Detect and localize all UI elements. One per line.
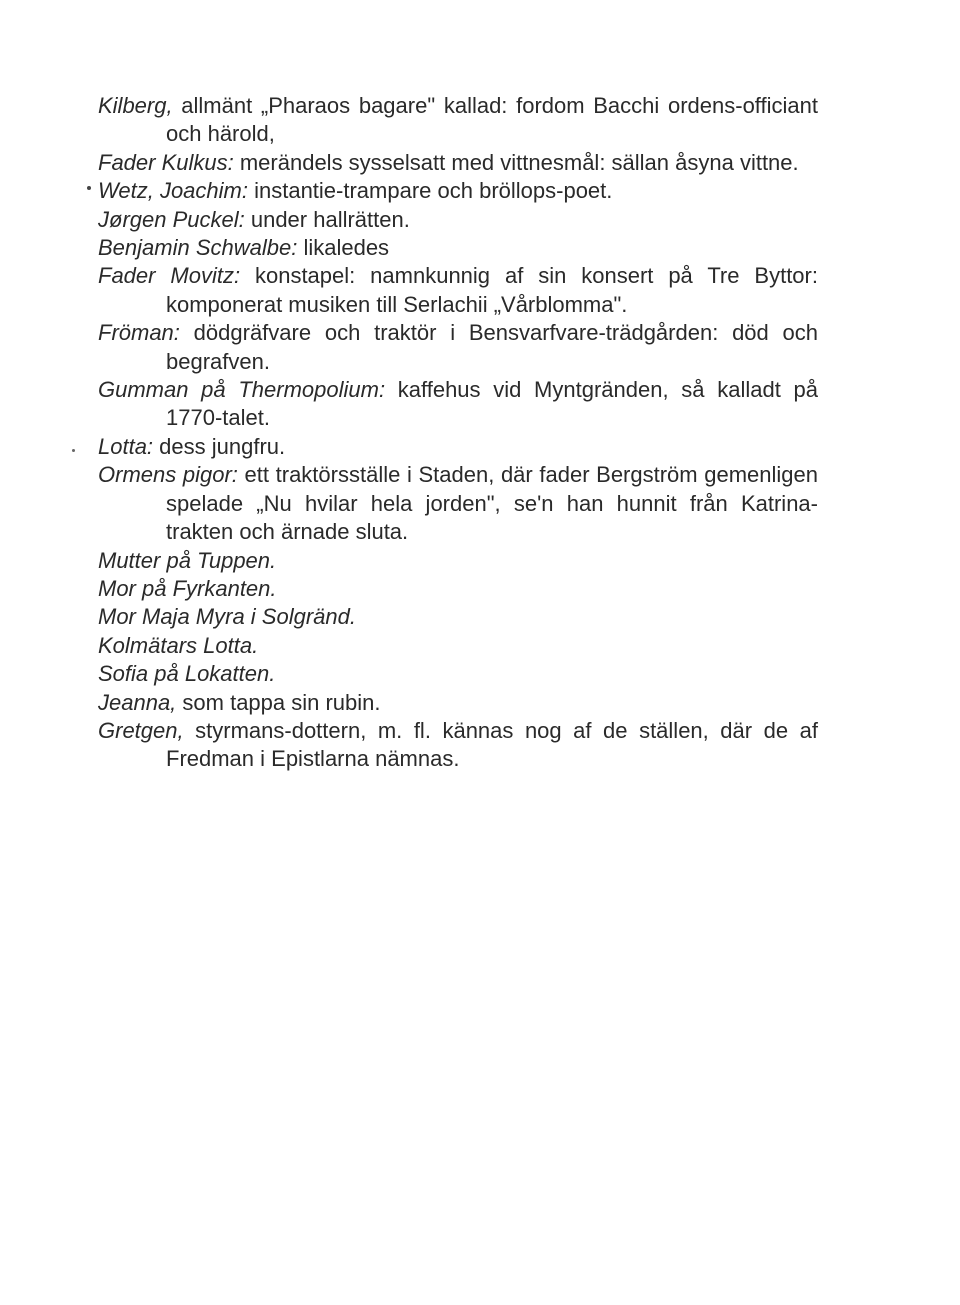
entry-name: Sofia på Lokatten. bbox=[98, 661, 276, 687]
entry-fader-kulkus bbox=[98, 149, 818, 177]
entry-name: Benjamin Schwalbe: bbox=[98, 235, 298, 261]
entry-text: dödgräfvare och traktör i Bensvarfvare-trädgården: död och begrafven. bbox=[166, 320, 818, 374]
entry-name: Kilberg, bbox=[98, 93, 173, 118]
entry-name: Lotta: bbox=[98, 433, 154, 459]
entry-name: Gretgen, bbox=[98, 717, 184, 743]
entry-text: merändels sysselsatt med vittnesmål: sällan åsyna vittne. bbox=[233, 149, 799, 175]
entry-gumman-thermopolium bbox=[98, 376, 818, 433]
entry-froman bbox=[98, 319, 818, 376]
entry-mutter-tuppen bbox=[98, 547, 818, 575]
entry-text: allmänt „Pharaos bagare" kallad: fordom Bacchi ordens-officiant och härold, bbox=[166, 93, 818, 147]
entry-text: instantie-trampare och bröllops-poet. bbox=[247, 178, 613, 204]
entry-jorgen-puckel bbox=[98, 206, 818, 234]
entry-gretgen bbox=[98, 717, 818, 774]
entry-sofia-lokatten bbox=[98, 660, 818, 688]
entry-text: konstapel: namnkunnig af sin konsert på Tre Byttor: komponerat musiken till Serlachii „Vårblomma". bbox=[166, 263, 818, 317]
entry-name: Jeanna, bbox=[98, 689, 177, 715]
stray-ink-mark bbox=[87, 186, 91, 190]
entry-name: Mor Maja Myra i Solgränd. bbox=[98, 604, 356, 630]
entry-name: Fader Kulkus: bbox=[98, 149, 234, 175]
entry-text: som tappa sin rubin. bbox=[176, 689, 381, 715]
entry-name: Kolmätars Lotta. bbox=[98, 632, 259, 658]
entry-text: ett traktörsställe i Staden, där fader Bergström gemenligen spelade „Nu hvilar hela jorden", se'n han hunnit från Katrina-trakten och ärnade sluta. bbox=[166, 462, 818, 545]
entry-lotta bbox=[98, 433, 818, 461]
entry-name: Ormens pigor: bbox=[98, 462, 238, 488]
entry-kilberg bbox=[98, 92, 818, 149]
entry-ormens-pigor bbox=[98, 461, 818, 546]
entry-kolmatars-lotta bbox=[98, 632, 818, 660]
entry-name: Fröman: bbox=[98, 320, 180, 346]
entry-benjamin-schwalbe bbox=[98, 234, 818, 262]
entry-wetz-joachim bbox=[98, 177, 818, 205]
entry-fader-movitz bbox=[98, 262, 818, 319]
entry-name: Mutter på Tuppen. bbox=[98, 547, 277, 573]
character-list bbox=[98, 92, 818, 774]
entry-text: styrmans-dottern, m. fl. kännas nog af de ställen, där de af Fredman i Epistlarna nämnas. bbox=[166, 717, 818, 772]
stray-ink-mark bbox=[72, 449, 75, 452]
entry-mor-fyrkanten bbox=[98, 575, 818, 603]
entry-name: Jørgen Puckel: bbox=[98, 206, 245, 232]
entry-name: Mor på Fyrkanten. bbox=[98, 575, 277, 601]
entry-text: dess jungfru. bbox=[153, 433, 286, 459]
entry-mor-maja-myra bbox=[98, 603, 818, 631]
entry-text: kaffehus vid Myntgränden, så kalladt på 1770-talet. bbox=[166, 377, 818, 431]
entry-name: Fader Movitz: bbox=[98, 263, 241, 289]
entry-name: Gumman på Thermopolium: bbox=[98, 377, 386, 403]
entry-name: Wetz, Joachim: bbox=[98, 178, 248, 204]
entry-text: likaledes bbox=[297, 235, 390, 261]
entry-text: under hallrätten. bbox=[244, 206, 410, 232]
entry-jeanna bbox=[98, 689, 818, 717]
